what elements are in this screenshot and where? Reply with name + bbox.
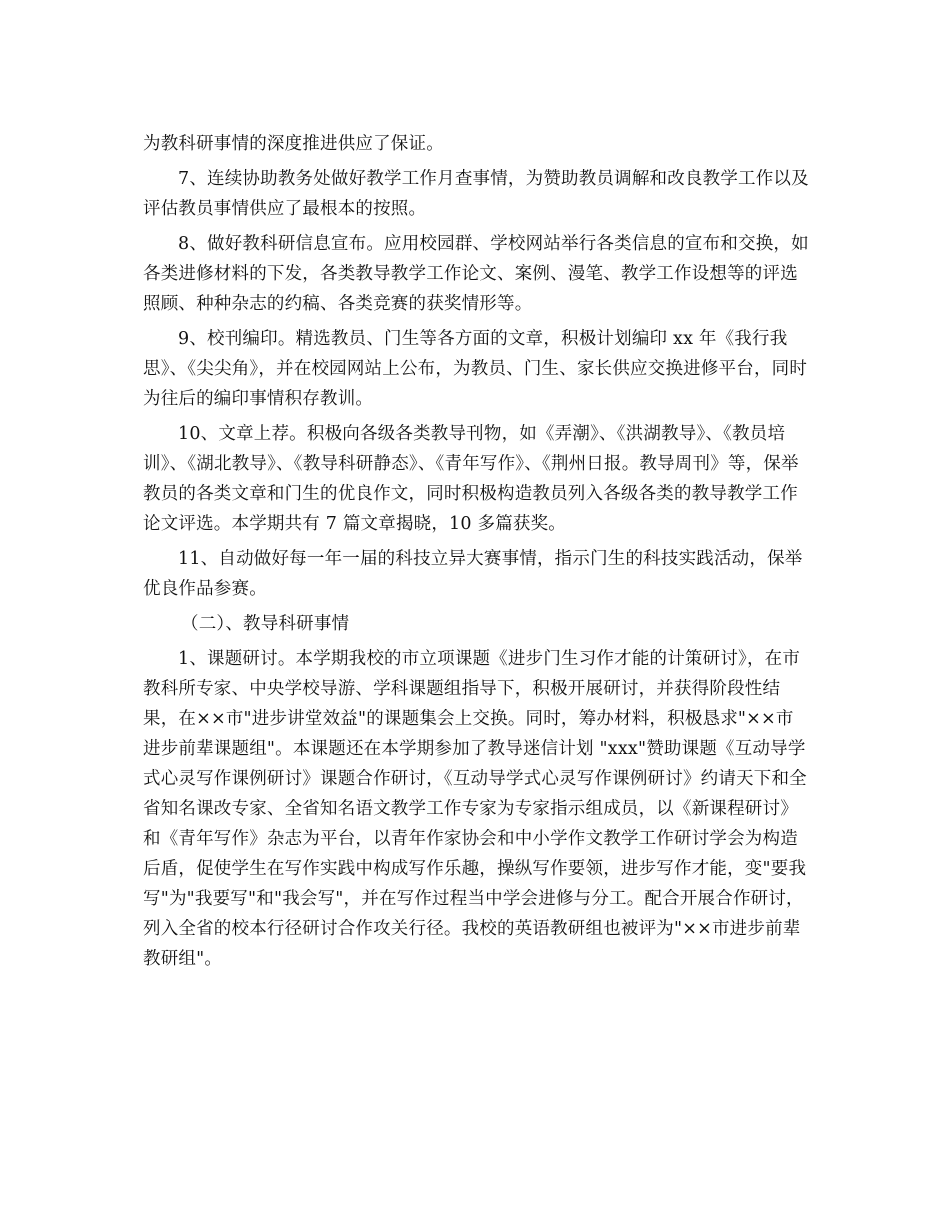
section-heading: （二）、教导科研事情 [181,614,350,634]
paragraph-item-9: 9、校刊编印。精选教员、门生等各方面的文章，积极计划编印 xx 年《我行我思》、《尖尖角》，并在校园网站上公布，为教员、门生、家长供应交换进修平台，同时为往后的编印事情积存教训。 [143,329,808,409]
paragraph-item-7: 7、连续协助教务处做好教学工作月查事情，为赞助教员调解和改良教学工作以及评估教员事情供应了最根本的按照。 [143,169,809,219]
document-body [143,129,811,979]
paragraph-item-11: 11、自动做好每一年一届的科技立异大赛事情，指示门生的科技实践活动，保举优良作品参赛。 [143,549,803,599]
paragraph-research-1: 1、课题研讨。本学期我校的市立项课题《进步门生习作才能的计策研讨》，在市教科所专家、中央学校导游、学科课题组指导下，积极开展研讨，并获得阶段性结果，在××市"进步讲堂效益"的课题集会上交换。同时，筹办材料，积极恳求"××市进步前辈课题组"。本课题还在本学期参加了教导迷信计划 "xxx"赞助课题《互动导学式心灵写作课例研讨》课题合作研讨，《互动导学式心灵写作课例研讨》约请天下和全省知名课改专家、全省知名语文教学工作专家为专家指示组成员，以《新课程研讨》和《青年写作》杂志为平台，以青年作家协会和中小学作文教学工作研讨学会为构造后盾，促使学生在写作实践中构成写作乐趣，操纵写作要领，进步写作才能，变"要我写"为"我要写"和"我会写"，并在写作过程当中学会进修与分工。配合开展合作研讨，列入全省的校本行径研讨合作攻关行径。我校的英语教研组也被评为"××市进步前辈教研组"。 [143,649,807,969]
paragraph-item-10: 10、文章上荐。积极向各级各类教导刊物，如《弄潮》、《洪湖教导》、《教员培训》、《湖北教导》、《教导科研静态》、《青年写作》、《荆州日报。教导周刊》等，保举教员的各类文章和门生的优良作文，同时积极构造教员列入各级各类的教导教学工作论文评选。本学期共有 7 篇文章揭晓，10 多篇获奖。 [143,424,799,534]
paragraph-item-8: 8、做好教科研信息宣布。应用校园群、学校网站举行各类信息的宣布和交换，如各类进修材料的下发，各类教导教学工作论文、案例、漫笔、教学工作设想等的评选照顾、种种杂志的约稿、各类竞赛的获奖情形等。 [143,234,809,314]
paragraph-continuation: 为教科研事情的深度推进供应了保证。 [143,134,444,154]
